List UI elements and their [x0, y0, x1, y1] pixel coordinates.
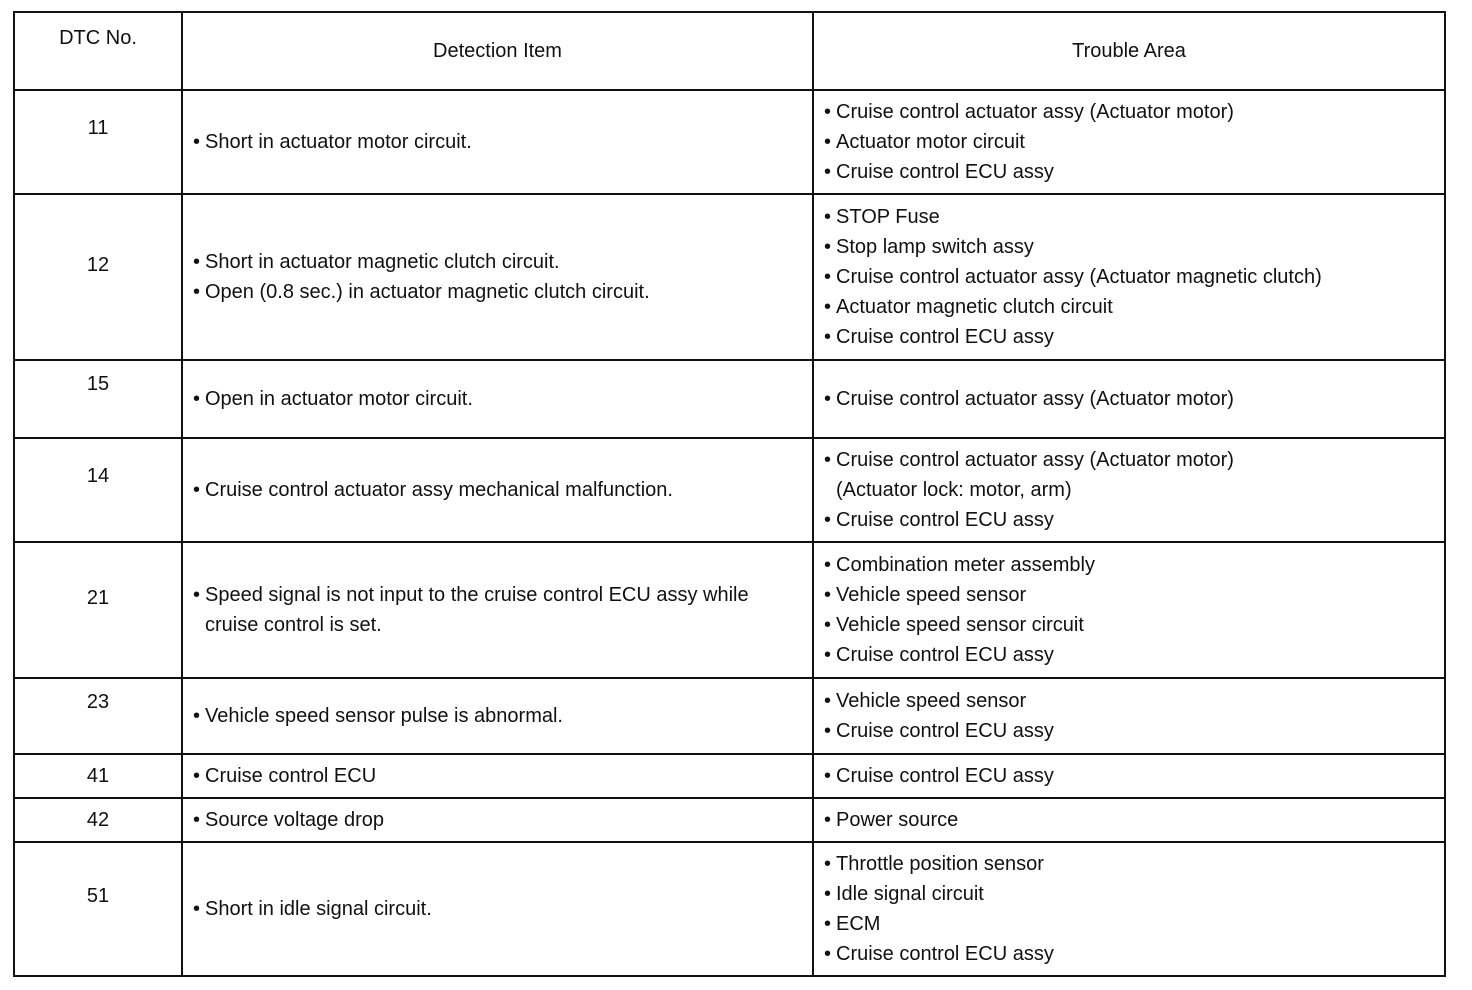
table-row [14, 438, 1445, 542]
table-row [14, 754, 1445, 798]
detection-cell [182, 754, 813, 798]
trouble-item: • Vehicle speed sensor circuit [824, 610, 1434, 640]
trouble-item: • Cruise control actuator assy (Actuator magnetic clutch) [824, 262, 1434, 292]
trouble-item: • Cruise control ECU assy [824, 939, 1434, 969]
table-row [14, 542, 1445, 678]
header-trouble-area: Trouble Area [813, 12, 1445, 90]
trouble-item: • ECM [824, 909, 1434, 939]
trouble-item: • Idle signal circuit [824, 879, 1434, 909]
trouble-item-continuation: (Actuator lock: motor, arm) [836, 479, 1072, 501]
trouble-cell [813, 438, 1445, 542]
trouble-item [824, 445, 1434, 505]
trouble-item: • Cruise control actuator assy (Actuator motor) [824, 97, 1434, 127]
trouble-item: • Cruise control ECU assy [824, 157, 1434, 187]
trouble-item: • Actuator motor circuit [824, 127, 1434, 157]
detection-item: • Open in actuator motor circuit. [193, 384, 802, 414]
detection-cell [182, 360, 813, 438]
table-row [14, 194, 1445, 360]
detection-cell [182, 798, 813, 842]
trouble-item: • Cruise control ECU assy [824, 640, 1434, 670]
trouble-item: • Combination meter assembly [824, 550, 1434, 580]
detection-item: • Vehicle speed sensor pulse is abnormal. [193, 701, 802, 731]
trouble-cell [813, 842, 1445, 976]
dtc-code: 11 [14, 90, 182, 194]
detection-item: • Cruise control ECU [193, 761, 802, 791]
detection-cell [182, 90, 813, 194]
table-row [14, 842, 1445, 976]
trouble-item: • Cruise control ECU assy [824, 322, 1434, 352]
dtc-code: 51 [14, 842, 182, 976]
detection-cell [182, 438, 813, 542]
dtc-code: 14 [14, 438, 182, 542]
trouble-item: • Cruise control ECU assy [824, 761, 1434, 791]
detection-item: • Open (0.8 sec.) in actuator magnetic clutch circuit. [193, 277, 802, 307]
dtc-code: 42 [14, 798, 182, 842]
detection-cell [182, 542, 813, 678]
trouble-item: • Vehicle speed sensor [824, 686, 1434, 716]
trouble-cell [813, 542, 1445, 678]
dtc-code: 15 [14, 360, 182, 438]
dtc-table [13, 11, 1446, 977]
detection-cell [182, 678, 813, 754]
detection-item: • Short in actuator motor circuit. [193, 127, 802, 157]
table-row [14, 798, 1445, 842]
detection-cell [182, 194, 813, 360]
trouble-cell [813, 798, 1445, 842]
detection-item: • Speed signal is not input to the cruise control ECU assy while cruise control is set. [193, 580, 802, 640]
trouble-item-text: Cruise control actuator assy (Actuator motor) [836, 449, 1234, 471]
dtc-code: 21 [14, 542, 182, 678]
detection-item: • Source voltage drop [193, 805, 802, 835]
trouble-cell [813, 194, 1445, 360]
trouble-item: • Cruise control ECU assy [824, 716, 1434, 746]
trouble-cell [813, 754, 1445, 798]
trouble-item: • Stop lamp switch assy [824, 232, 1434, 262]
header-detection-item: Detection Item [182, 12, 813, 90]
trouble-item: • Throttle position sensor [824, 849, 1434, 879]
detection-item: • Short in actuator magnetic clutch circuit. [193, 247, 802, 277]
trouble-item: • Vehicle speed sensor [824, 580, 1434, 610]
trouble-cell [813, 90, 1445, 194]
trouble-item: • Cruise control actuator assy (Actuator motor) [824, 384, 1434, 414]
header-row [14, 12, 1445, 90]
detection-item: • Cruise control actuator assy mechanical malfunction. [193, 475, 802, 505]
table-row [14, 678, 1445, 754]
trouble-item: • STOP Fuse [824, 202, 1434, 232]
detection-cell [182, 842, 813, 976]
trouble-item: • Actuator magnetic clutch circuit [824, 292, 1434, 322]
table-row [14, 360, 1445, 438]
dtc-code: 12 [14, 194, 182, 360]
table-row [14, 90, 1445, 194]
dtc-code: 41 [14, 754, 182, 798]
trouble-cell [813, 360, 1445, 438]
detection-item: • Short in idle signal circuit. [193, 894, 802, 924]
header-dtc-no: DTC No. [14, 12, 182, 90]
trouble-cell [813, 678, 1445, 754]
trouble-item: • Power source [824, 805, 1434, 835]
dtc-code: 23 [14, 678, 182, 754]
trouble-item: • Cruise control ECU assy [824, 505, 1434, 535]
